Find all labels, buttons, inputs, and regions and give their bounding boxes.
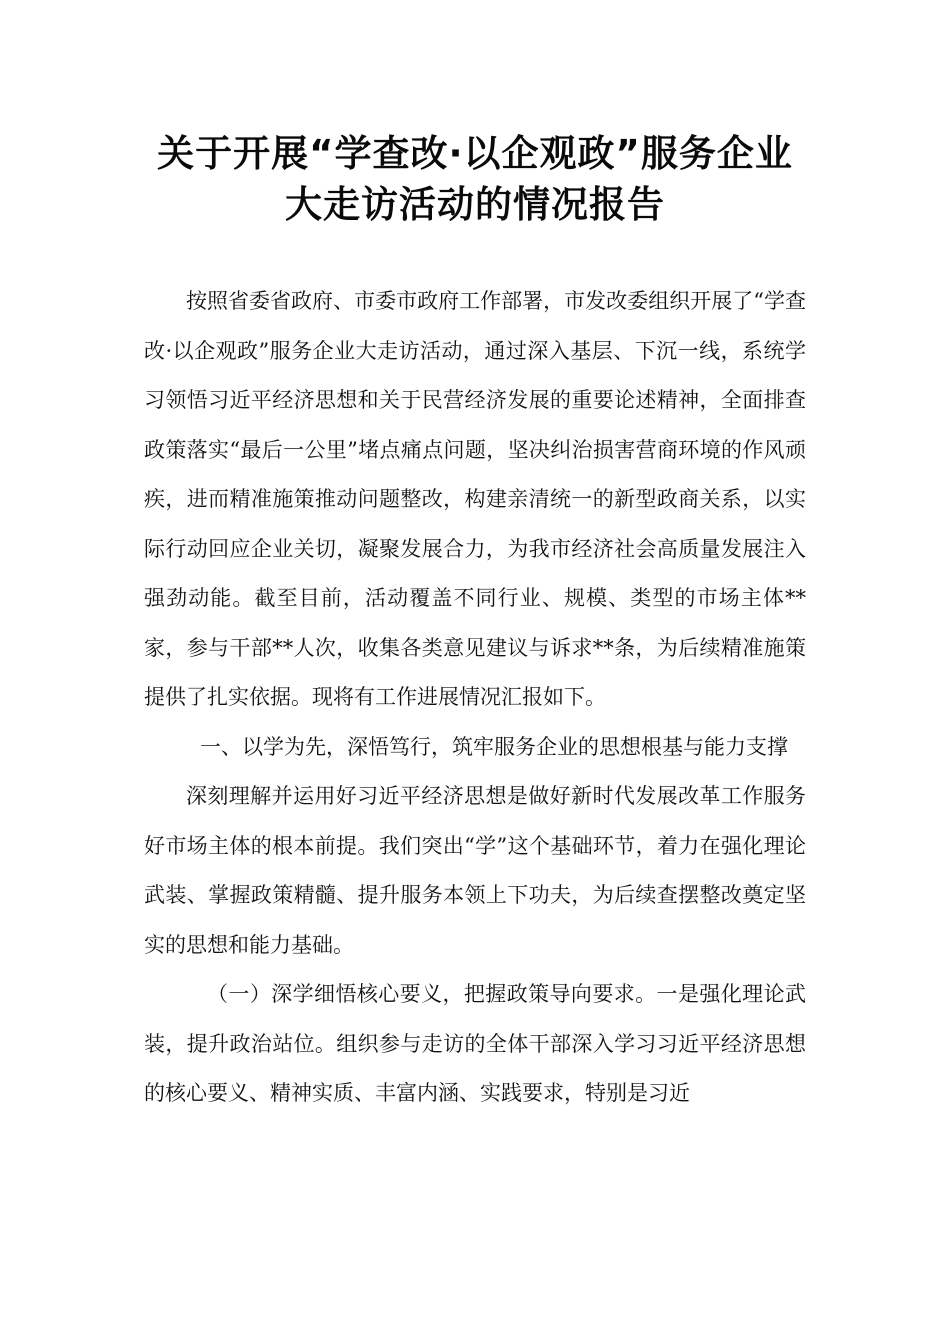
document-body [144,277,806,1119]
document-title-line-1: 关于开展“学查改·以企观政”服务企业 [157,132,793,175]
section-1-paragraph: 深刻理解并运用好习近平经济思想是做好新时代发展改革工作服务好市场主体的根本前提。我们突出“学”这个基础环节，着力在强化理论武装、掌握政策精髓、提升服务本领上下功夫，为后续查摆整改奠定坚实的思想和能力基础。 [144,784,806,957]
section-heading-1: 一、以学为先，深悟笃行，筑牢服务企业的思想根基与能力支撑 [200,734,788,759]
subsection-1-paragraph: （一）深学细悟核心要义，把握政策导向要求。一是强化理论武装，提升政治站位。组织参与走访的全体干部深入学习习近平经济思想的核心要义、精神实质、丰富内涵、实践要求，特别是习近 [144,982,806,1105]
document-title-line-2: 大走访活动的情况报告 [285,183,665,226]
intro-paragraph: 按照省委省政府、市委市政府工作部署，市发改委组织开展了“学查改·以企观政”服务企业大走访活动，通过深入基层、下沉一线，系统学习领悟习近平经济思想和关于民营经济发展的重要论述精神，全面排查政策落实“最后一公里”堵点痛点问题，坚决纠治损害营商环境的作风顽疾，进而精准施策推动问题整改，构建亲清统一的新型政商关系，以实际行动回应企业关切，凝聚发展合力，为我市经济社会高质量发展注入强劲动能。截至目前，活动覆盖不同行业、规模、类型的市场主体**家，参与干部**人次，收集各类意见建议与诉求**条，为后续精准施策提供了扎实依据。现将有工作进展情况汇报如下。 [144,289,806,709]
